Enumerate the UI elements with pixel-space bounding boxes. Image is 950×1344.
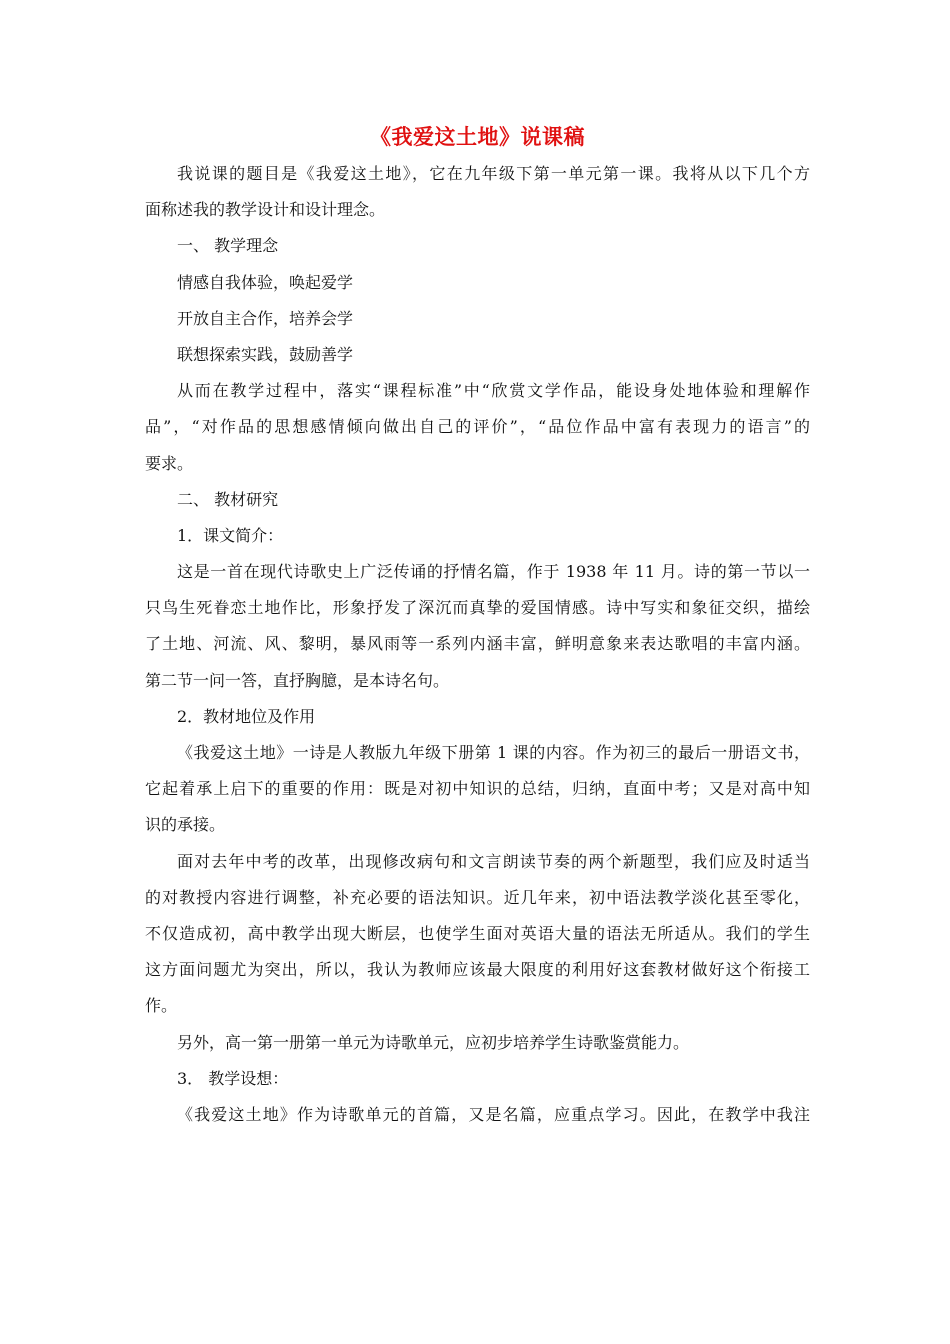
text-line: 面对去年中考的改革，出现修改病句和文言朗读节奏的两个新题型，我们应及时适当 (177, 851, 810, 871)
text-line: 《我爱这土地》一诗是人教版九年级下册第 1 课的内容。作为初三的最后一册语文书， (177, 743, 810, 762)
text-line: 二、 教材研究 (177, 489, 279, 509)
text-line: 这方面问题尤为突出，所以，我认为教师应该最大限度的利用好这套教材做好这个衔接工 (145, 960, 810, 980)
paragraph-curriculum-standard (145, 373, 810, 482)
text-line: 3． 教学设想： (177, 1068, 289, 1088)
paragraph-text-intro (145, 554, 810, 699)
text-line: 品”，“对作品的思想感情倾向做出自己的评价”，“品位作品中富有表现力的语言”的 (145, 417, 810, 437)
subheading-text-intro (145, 518, 810, 554)
text-line: 这是一首在现代诗歌史上广泛传诵的抒情名篇，作于 1938 年 11 月。诗的第一节以一 (177, 562, 810, 582)
text-line: 1．课文简介： (177, 525, 284, 545)
text-line: 识的承接。 (145, 815, 226, 835)
text-line: 《我爱这土地》作为诗歌单元的首篇，又是名篇，应重点学习。因此，在教学中我注 (177, 1104, 810, 1124)
text-line: 只鸟生死眷恋土地作比，形象抒发了深沉而真挚的爱国情感。诗中写实和象征交织，描绘 (145, 598, 810, 618)
text-line: 联想探索实践，鼓励善学 (177, 344, 354, 364)
document-page (145, 118, 810, 1133)
paragraph-additionally (145, 1025, 810, 1061)
text-line: 2．教材地位及作用 (177, 706, 316, 726)
text-line: 情感自我体验，唤起爱学 (177, 272, 354, 292)
text-line: 作。 (145, 996, 178, 1016)
section-heading-textbook-research (145, 482, 810, 518)
paragraph-exam-reform (145, 844, 810, 1025)
text-line: 了土地、河流、风、黎明，暴风雨等一系列内涵丰富，鲜明意象来表达歌唱的丰富内涵。 (145, 634, 810, 654)
paragraph-philosophy-1 (145, 265, 810, 301)
paragraph-philosophy-2 (145, 301, 810, 337)
text-line: 另外，高一第一册第一单元为诗歌单元，应初步培养学生诗歌鉴赏能力。 (177, 1032, 690, 1052)
text-line: 从而在教学过程中，落实“课程标准”中“欣赏文学作品，能设身处地体验和理解作 (177, 381, 810, 401)
section-heading-teaching-philosophy (145, 228, 810, 264)
subheading-teaching-plan (145, 1061, 810, 1097)
text-line: 第二节一问一答，直抒胸臆，是本诗名句。 (145, 670, 450, 690)
text-line: 的对教授内容进行调整，补充必要的语法知识。近几年来，初中语法教学淡化甚至零化， (145, 887, 810, 907)
text-line: 面称述我的教学设计和设计理念。 (145, 200, 386, 220)
paragraph-teaching-plan (145, 1097, 810, 1133)
text-line: 不仅造成初，高中教学出现大断层，也使学生面对英语大量的语法无所适从。我们的学生 (145, 923, 810, 943)
subheading-textbook-position (145, 699, 810, 735)
paragraph-intro (145, 156, 810, 228)
text-line: 开放自主合作，培养会学 (177, 308, 354, 328)
document-title: 《我爱这土地》说课稿 (370, 124, 585, 149)
text-line: 要求。 (145, 453, 194, 473)
text-line: 它起着承上启下的重要的作用：既是对初中知识的总结，归纳，直面中考；又是对高中知 (145, 779, 810, 799)
text-line: 一、 教学理念 (177, 236, 279, 256)
paragraph-philosophy-3 (145, 337, 810, 373)
paragraph-textbook-position (145, 735, 810, 844)
text-line: 我说课的题目是《我爱这土地》，它在九年级下第一单元第一课。我将从以下几个方 (177, 164, 810, 183)
